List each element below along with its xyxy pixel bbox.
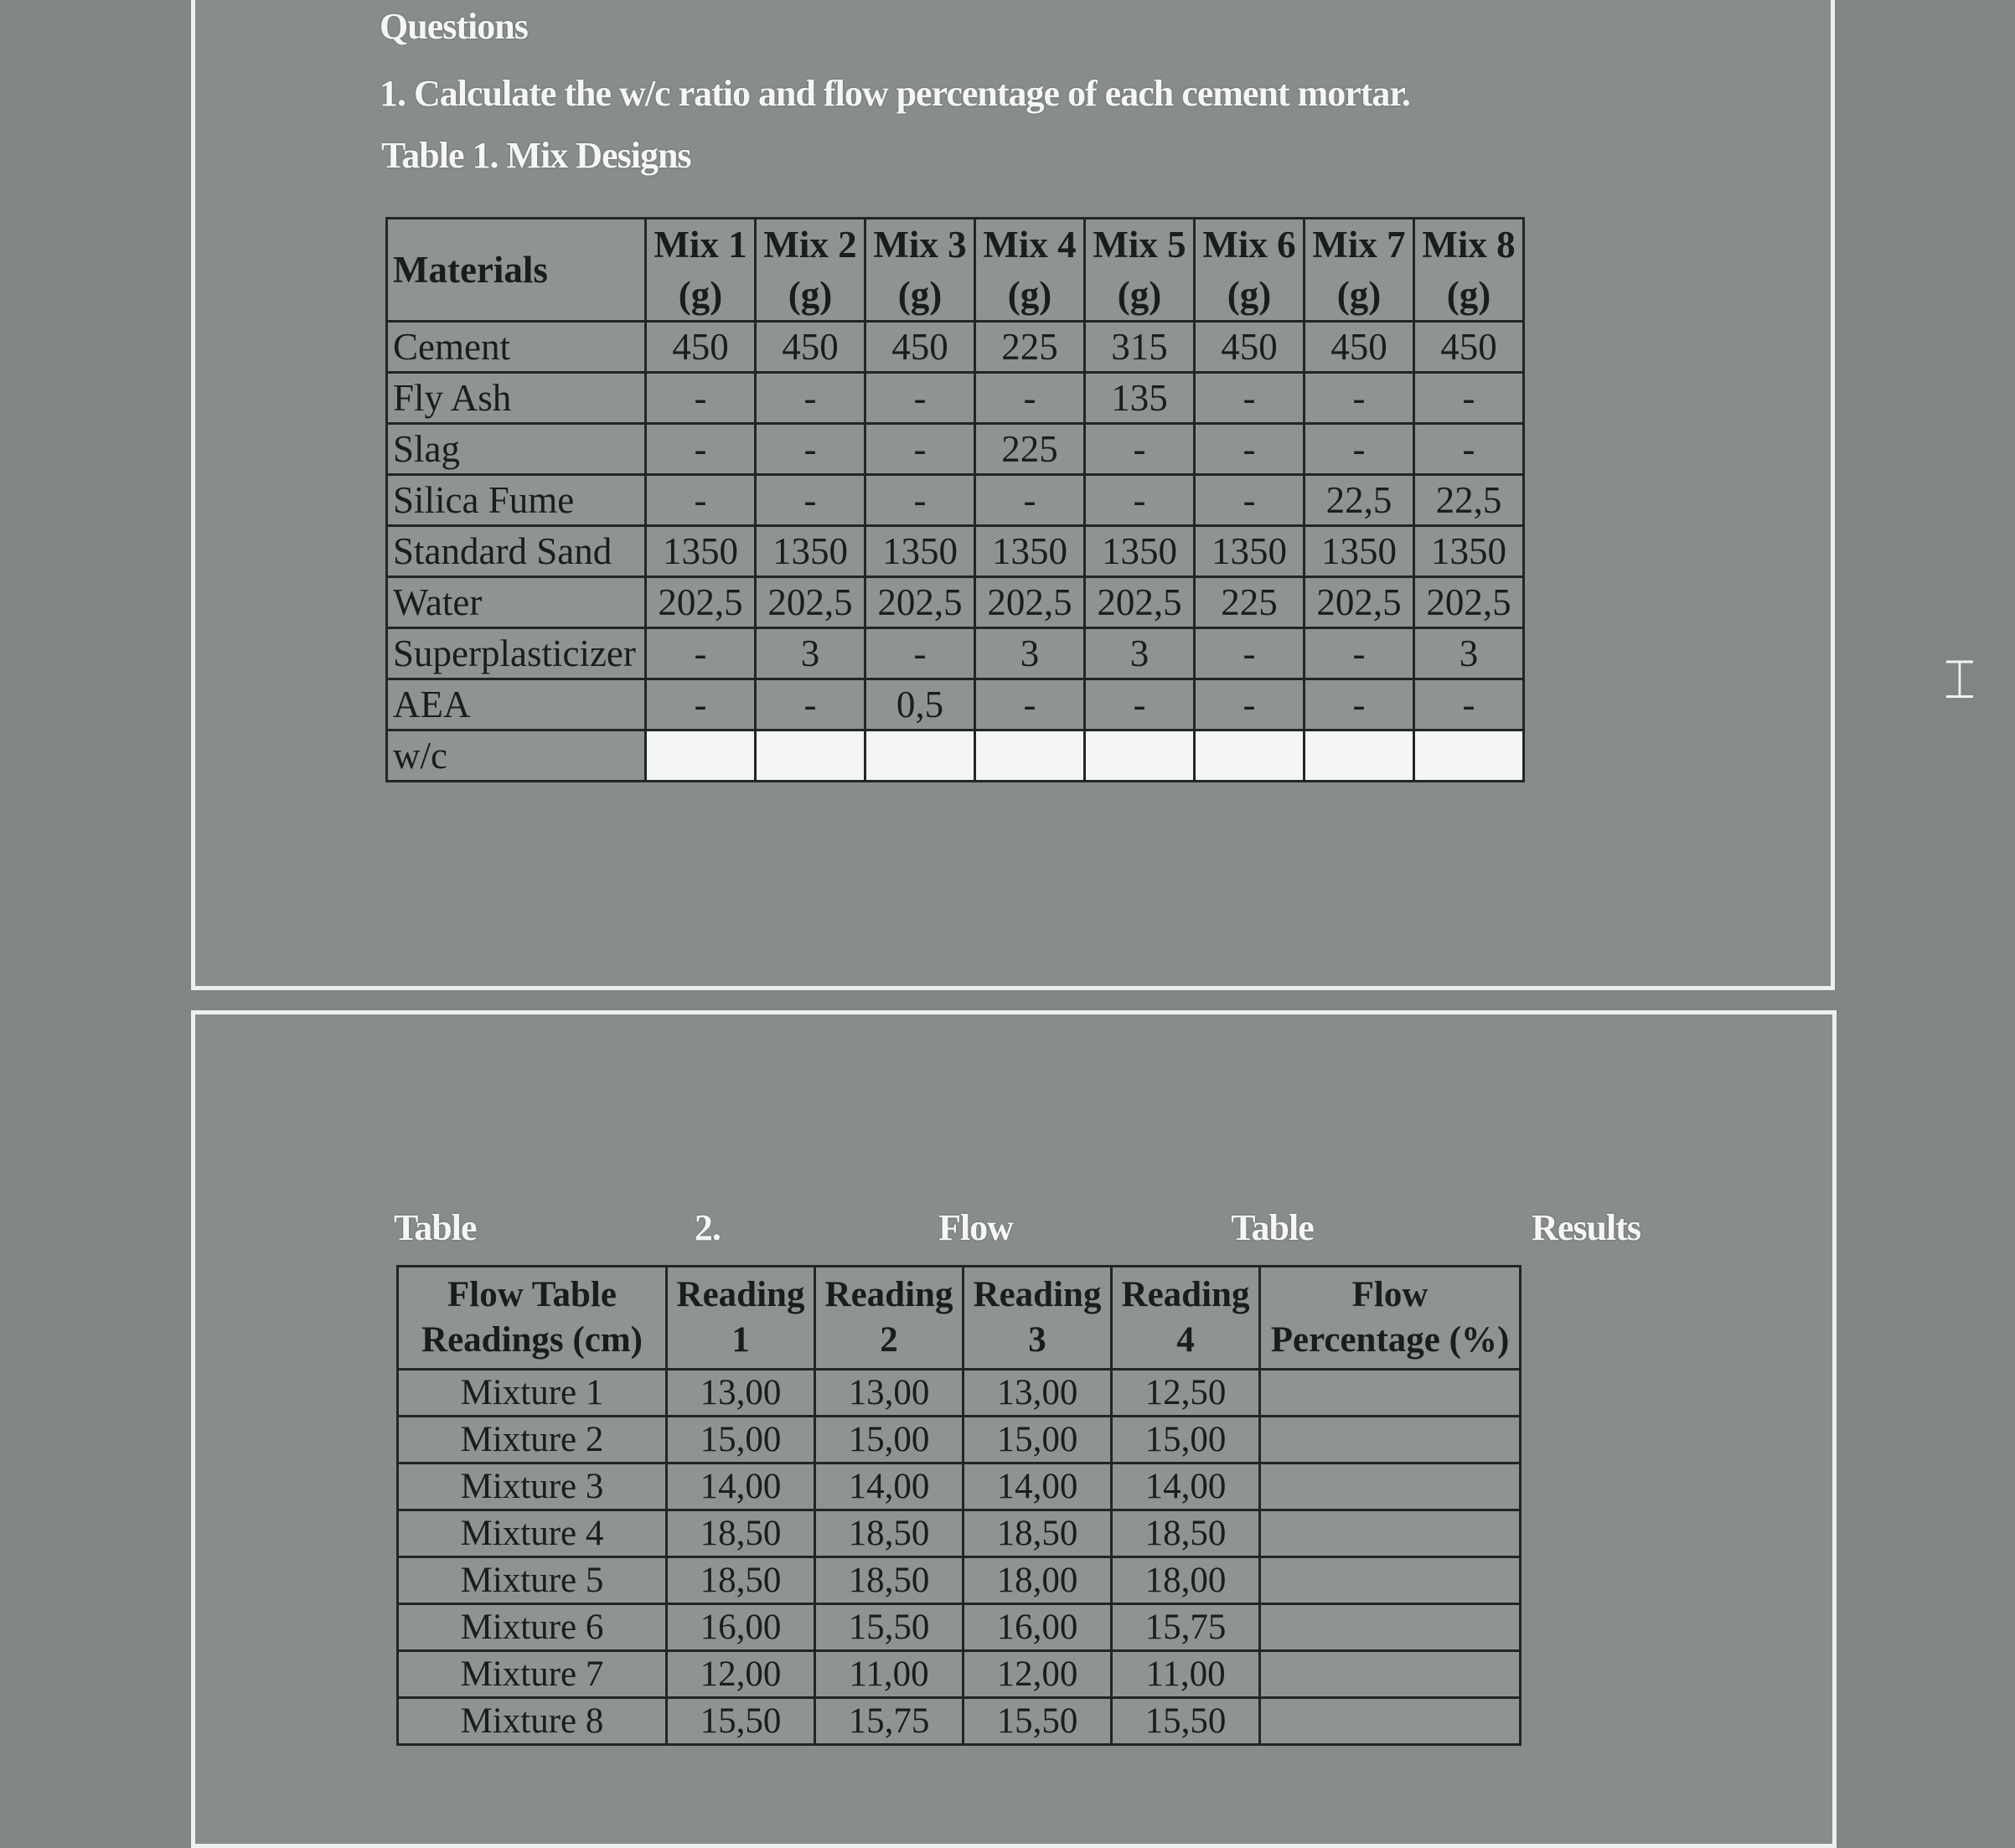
header-line: Flow bbox=[1351, 1275, 1429, 1314]
mix-column-header bbox=[1414, 219, 1524, 322]
reading-value-cell: 16,00 bbox=[964, 1604, 1112, 1651]
reading-header bbox=[815, 1267, 964, 1370]
reading-value-cell: 15,00 bbox=[815, 1417, 964, 1463]
caption-word: Table bbox=[394, 1207, 477, 1248]
mix-value-cell: 450 bbox=[865, 322, 975, 373]
reading-value-cell: 15,50 bbox=[815, 1604, 964, 1651]
materials-header: Materials bbox=[387, 219, 646, 322]
material-row bbox=[387, 577, 1524, 628]
mix-value-cell: - bbox=[646, 373, 756, 424]
mix-value-cell: 202,5 bbox=[1414, 577, 1524, 628]
mixture-label: Mixture 3 bbox=[398, 1463, 667, 1510]
mixture-row bbox=[398, 1604, 1521, 1651]
reading-value-cell: 13,00 bbox=[964, 1370, 1112, 1417]
reading-value-cell: 15,00 bbox=[667, 1417, 815, 1463]
mix-value-cell: - bbox=[1305, 679, 1414, 730]
mix-value-cell: 202,5 bbox=[756, 577, 865, 628]
reading-value-cell: 15,75 bbox=[815, 1698, 964, 1745]
mix-value-cell: 135 bbox=[1085, 373, 1195, 424]
reading-value-cell: 15,75 bbox=[1112, 1604, 1260, 1651]
wc-answer-cell[interactable] bbox=[1195, 730, 1305, 782]
mix-unit: (g) bbox=[1117, 274, 1162, 316]
reading-value-cell: 11,00 bbox=[815, 1651, 964, 1698]
mix-value-cell: - bbox=[1414, 373, 1524, 424]
caption-word: Results bbox=[1532, 1207, 1640, 1248]
reading-value-cell: 16,00 bbox=[667, 1604, 815, 1651]
reading-value-cell: 12,00 bbox=[964, 1651, 1112, 1698]
material-name: Superplasticizer bbox=[387, 628, 646, 679]
flow-table-results bbox=[396, 1265, 1522, 1746]
flow-percentage-answer-cell[interactable] bbox=[1260, 1651, 1521, 1698]
mix-value-cell: 3 bbox=[975, 628, 1085, 679]
mix-column-header bbox=[1305, 219, 1414, 322]
mix-value-cell: - bbox=[1085, 679, 1195, 730]
reading-value-cell: 14,00 bbox=[964, 1463, 1112, 1510]
mix-value-cell: 450 bbox=[1414, 322, 1524, 373]
mix-value-cell: 1350 bbox=[975, 526, 1085, 577]
mix-value-cell: - bbox=[1414, 424, 1524, 475]
header-line: Flow Table bbox=[447, 1275, 617, 1314]
material-name: Water bbox=[387, 577, 646, 628]
mix-value-cell: 202,5 bbox=[865, 577, 975, 628]
reading-value-cell: 12,50 bbox=[1112, 1370, 1260, 1417]
mix-table-header-row bbox=[387, 219, 1524, 322]
mix-value-cell: - bbox=[975, 373, 1085, 424]
mixture-row bbox=[398, 1417, 1521, 1463]
wc-answer-cell[interactable] bbox=[865, 730, 975, 782]
reading-value-cell: 15,00 bbox=[964, 1417, 1112, 1463]
mix-value-cell: - bbox=[1305, 424, 1414, 475]
material-name: Fly Ash bbox=[387, 373, 646, 424]
material-name: Cement bbox=[387, 322, 646, 373]
material-row bbox=[387, 628, 1524, 679]
header-line: Reading bbox=[676, 1275, 805, 1314]
mix-value-cell: - bbox=[1195, 475, 1305, 526]
questions-heading: Questions bbox=[380, 6, 528, 47]
material-name: Silica Fume bbox=[387, 475, 646, 526]
reading-value-cell: 15,50 bbox=[667, 1698, 815, 1745]
mix-value-cell: 225 bbox=[975, 322, 1085, 373]
mixture-label: Mixture 1 bbox=[398, 1370, 667, 1417]
mixture-label: Mixture 7 bbox=[398, 1651, 667, 1698]
mix-unit: (g) bbox=[1007, 274, 1052, 316]
flow-percentage-answer-cell[interactable] bbox=[1260, 1604, 1521, 1651]
reading-value-cell: 18,50 bbox=[815, 1510, 964, 1557]
mix-value-cell: - bbox=[1305, 373, 1414, 424]
mix-designs-table bbox=[385, 217, 1525, 782]
mix-value-cell: 450 bbox=[1195, 322, 1305, 373]
mix-name: Mix 2 bbox=[763, 224, 857, 266]
mix-value-cell: 450 bbox=[1305, 322, 1414, 373]
reading-value-cell: 15,50 bbox=[964, 1698, 1112, 1745]
material-row bbox=[387, 424, 1524, 475]
header-line: Reading bbox=[824, 1275, 953, 1314]
reading-value-cell: 15,00 bbox=[1112, 1417, 1260, 1463]
mix-value-cell: 1350 bbox=[756, 526, 865, 577]
mix-name: Mix 3 bbox=[873, 224, 967, 266]
mix-value-cell: - bbox=[646, 628, 756, 679]
reading-value-cell: 13,00 bbox=[815, 1370, 964, 1417]
wc-answer-cell[interactable] bbox=[1305, 730, 1414, 782]
mix-value-cell: - bbox=[1305, 628, 1414, 679]
mix-value-cell: 450 bbox=[646, 322, 756, 373]
mix-name: Mix 8 bbox=[1422, 224, 1516, 266]
reading-value-cell: 14,00 bbox=[1112, 1463, 1260, 1510]
mix-value-cell: 3 bbox=[1085, 628, 1195, 679]
wc-answer-cell[interactable] bbox=[1414, 730, 1524, 782]
mix-unit: (g) bbox=[1446, 274, 1491, 316]
mix-column-header bbox=[646, 219, 756, 322]
reading-value-cell: 12,00 bbox=[667, 1651, 815, 1698]
mix-value-cell: - bbox=[646, 475, 756, 526]
mix-value-cell: 3 bbox=[756, 628, 865, 679]
caption-word: 2. bbox=[694, 1207, 721, 1248]
reading-value-cell: 15,50 bbox=[1112, 1698, 1260, 1745]
mix-name: Mix 1 bbox=[654, 224, 747, 266]
reading-value-cell: 14,00 bbox=[667, 1463, 815, 1510]
table-1-caption: Table 1. Mix Designs bbox=[381, 135, 691, 176]
mixture-row bbox=[398, 1557, 1521, 1604]
mix-value-cell: - bbox=[646, 424, 756, 475]
mix-value-cell: 1350 bbox=[1195, 526, 1305, 577]
flow-percentage-answer-cell[interactable] bbox=[1260, 1510, 1521, 1557]
mix-value-cell: - bbox=[1195, 424, 1305, 475]
material-name: Slag bbox=[387, 424, 646, 475]
mix-column-header bbox=[1085, 219, 1195, 322]
mixture-label: Mixture 4 bbox=[398, 1510, 667, 1557]
material-row bbox=[387, 526, 1524, 577]
mix-value-cell: - bbox=[756, 373, 865, 424]
mix-unit: (g) bbox=[897, 274, 943, 316]
text-cursor-icon: ⌶ bbox=[1943, 649, 1976, 711]
mix-value-cell: 450 bbox=[756, 322, 865, 373]
mixture-label: Mixture 8 bbox=[398, 1698, 667, 1745]
wc-label: w/c bbox=[387, 730, 646, 782]
mix-unit: (g) bbox=[678, 274, 723, 316]
mix-value-cell: 202,5 bbox=[1085, 577, 1195, 628]
header-line: Readings (cm) bbox=[421, 1320, 643, 1360]
mix-column-header bbox=[865, 219, 975, 322]
reading-value-cell: 18,50 bbox=[1112, 1510, 1260, 1557]
mix-value-cell: 1350 bbox=[1414, 526, 1524, 577]
mix-value-cell: - bbox=[865, 373, 975, 424]
mixture-label: Mixture 6 bbox=[398, 1604, 667, 1651]
mix-value-cell: 0,5 bbox=[865, 679, 975, 730]
mix-value-cell: 22,5 bbox=[1414, 475, 1524, 526]
flow-readings-header bbox=[398, 1267, 667, 1370]
mix-name: Mix 5 bbox=[1093, 224, 1186, 266]
header-line: Reading bbox=[1121, 1275, 1250, 1314]
mix-value-cell: - bbox=[756, 475, 865, 526]
mix-unit: (g) bbox=[788, 274, 833, 316]
reading-value-cell: 18,50 bbox=[815, 1557, 964, 1604]
mix-name: Mix 6 bbox=[1202, 224, 1296, 266]
mix-value-cell: 3 bbox=[1414, 628, 1524, 679]
mixture-row bbox=[398, 1463, 1521, 1510]
mix-value-cell: - bbox=[1195, 628, 1305, 679]
question-1-text: 1. Calculate the w/c ratio and flow percentage of each cement mortar. bbox=[380, 73, 1410, 114]
reading-value-cell: 18,00 bbox=[964, 1557, 1112, 1604]
header-line: Percentage (%) bbox=[1270, 1320, 1510, 1360]
mixture-row bbox=[398, 1698, 1521, 1745]
mix-column-header bbox=[756, 219, 865, 322]
mixture-row bbox=[398, 1370, 1521, 1417]
mixture-row bbox=[398, 1651, 1521, 1698]
mixture-row bbox=[398, 1510, 1521, 1557]
mix-value-cell: 202,5 bbox=[646, 577, 756, 628]
reading-header bbox=[1112, 1267, 1260, 1370]
flow-table-header-row bbox=[398, 1267, 1521, 1370]
flow-percentage-answer-cell[interactable] bbox=[1260, 1557, 1521, 1604]
material-row bbox=[387, 322, 1524, 373]
mix-value-cell: - bbox=[865, 628, 975, 679]
mix-value-cell: 315 bbox=[1085, 322, 1195, 373]
mix-value-cell: 225 bbox=[1195, 577, 1305, 628]
wc-answer-cell[interactable] bbox=[646, 730, 756, 782]
flow-percentage-answer-cell[interactable] bbox=[1260, 1417, 1521, 1463]
reading-value-cell: 18,00 bbox=[1112, 1557, 1260, 1604]
material-row bbox=[387, 475, 1524, 526]
reading-value-cell: 18,50 bbox=[667, 1510, 815, 1557]
material-name: AEA bbox=[387, 679, 646, 730]
mix-value-cell: - bbox=[756, 424, 865, 475]
reading-value-cell: 18,50 bbox=[667, 1557, 815, 1604]
mix-value-cell: - bbox=[865, 424, 975, 475]
mix-value-cell: - bbox=[865, 475, 975, 526]
caption-word: Table bbox=[1231, 1207, 1314, 1248]
mix-value-cell: - bbox=[1195, 373, 1305, 424]
mix-value-cell: 1350 bbox=[1085, 526, 1195, 577]
material-row bbox=[387, 679, 1524, 730]
header-line: 3 bbox=[1028, 1320, 1046, 1360]
mix-value-cell: - bbox=[1414, 679, 1524, 730]
mix-value-cell: 225 bbox=[975, 424, 1085, 475]
mix-value-cell: 202,5 bbox=[1305, 577, 1414, 628]
mix-column-header bbox=[975, 219, 1085, 322]
mix-value-cell: - bbox=[1085, 475, 1195, 526]
table-2-caption bbox=[394, 1206, 1640, 1249]
caption-word: Flow bbox=[938, 1207, 1013, 1248]
material-row bbox=[387, 373, 1524, 424]
mix-unit: (g) bbox=[1227, 274, 1272, 316]
mix-unit: (g) bbox=[1336, 274, 1382, 316]
mix-value-cell: - bbox=[975, 475, 1085, 526]
mixture-label: Mixture 2 bbox=[398, 1417, 667, 1463]
wc-answer-cell[interactable] bbox=[756, 730, 865, 782]
mix-value-cell: 22,5 bbox=[1305, 475, 1414, 526]
mix-value-cell: 1350 bbox=[646, 526, 756, 577]
header-line: 4 bbox=[1176, 1320, 1195, 1360]
wc-ratio-row bbox=[387, 730, 1524, 782]
header-line: Reading bbox=[973, 1275, 1102, 1314]
header-line: 1 bbox=[731, 1320, 750, 1360]
mix-value-cell: - bbox=[975, 679, 1085, 730]
wc-answer-cell[interactable] bbox=[1085, 730, 1195, 782]
material-name: Standard Sand bbox=[387, 526, 646, 577]
wc-answer-cell[interactable] bbox=[975, 730, 1085, 782]
reading-value-cell: 13,00 bbox=[667, 1370, 815, 1417]
flow-percentage-answer-cell[interactable] bbox=[1260, 1463, 1521, 1510]
mix-name: Mix 7 bbox=[1312, 224, 1406, 266]
reading-header bbox=[667, 1267, 815, 1370]
reading-header bbox=[964, 1267, 1112, 1370]
mixture-label: Mixture 5 bbox=[398, 1557, 667, 1604]
mix-value-cell: - bbox=[1085, 424, 1195, 475]
flow-percentage-answer-cell[interactable] bbox=[1260, 1370, 1521, 1417]
header-line: 2 bbox=[880, 1320, 898, 1360]
mix-value-cell: - bbox=[756, 679, 865, 730]
reading-value-cell: 11,00 bbox=[1112, 1651, 1260, 1698]
mix-value-cell: - bbox=[1195, 679, 1305, 730]
mix-value-cell: 1350 bbox=[865, 526, 975, 577]
mix-value-cell: 202,5 bbox=[975, 577, 1085, 628]
mix-column-header bbox=[1195, 219, 1305, 322]
flow-percentage-answer-cell[interactable] bbox=[1260, 1698, 1521, 1745]
mix-name: Mix 4 bbox=[983, 224, 1077, 266]
reading-value-cell: 18,50 bbox=[964, 1510, 1112, 1557]
flow-percentage-header bbox=[1260, 1267, 1521, 1370]
reading-value-cell: 14,00 bbox=[815, 1463, 964, 1510]
mix-value-cell: - bbox=[646, 679, 756, 730]
mix-value-cell: 1350 bbox=[1305, 526, 1414, 577]
